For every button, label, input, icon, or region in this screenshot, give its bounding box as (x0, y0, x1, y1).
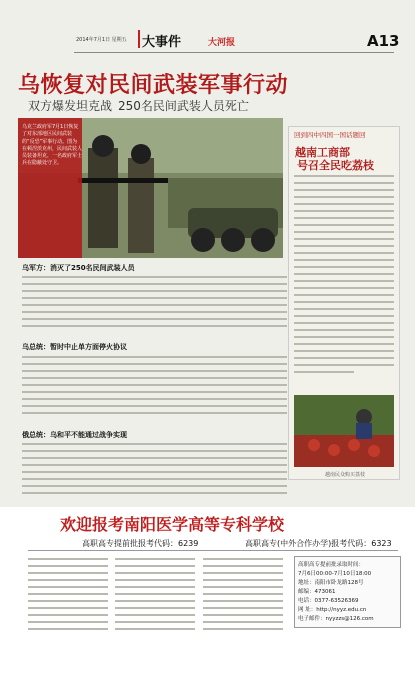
section-title: 大事件 (142, 35, 182, 50)
banner-title: 欢迎报考南阳医学高等专科学校 (60, 515, 285, 534)
sidebar-kicker: 回到四中四国一国话题回 (294, 131, 366, 139)
lychee-photo (294, 395, 394, 467)
newspaper-logo: 大河报 (208, 38, 236, 48)
section-heading-3: 俄总统：乌和平不能通过战争实现 (22, 431, 127, 439)
section-heading-2: 乌总统：暂时中止单方面停火协议 (22, 343, 127, 351)
subheadline: 双方爆发坦克战 (28, 99, 113, 113)
contact-info-box (294, 556, 401, 628)
sidebar-title-1: 越南工商部 (295, 146, 350, 159)
subheadline-2: 250名民间武装人员死亡 (118, 99, 249, 113)
info-line-4: 电话：0377-63526369 (298, 598, 359, 604)
info-line-3: 邮编：473061 (298, 589, 336, 595)
header-rule (74, 52, 394, 53)
banner-text-col-1 (28, 558, 108, 635)
section-marker (138, 30, 140, 48)
issue-date: 2014年7月1日 星期五 (76, 37, 127, 43)
page-header (0, 0, 415, 58)
banner-text-col-3 (203, 558, 283, 635)
section-heading-1: 乌军方：消灭了250名民间武装人员 (22, 264, 135, 272)
info-line-5: 网 址：http://nyyz.edu.cn (298, 607, 367, 613)
info-line-0: 高职高专提前批录取时间： (298, 562, 365, 568)
banner-code-1: 高职高专提前批报考代码：6239 (82, 539, 199, 548)
info-line-2: 地址：南阳市卧龙路128号 (298, 580, 364, 586)
article-body-2 (22, 356, 287, 419)
photo-caption: 乌克兰政府军7月1日恢复了对东部地区民间武装的“反恐”军事行动。图为在顿涅茨克州，民间武装人员装备坦克，一名政府军士兵在隐蔽处守卫。 (22, 124, 83, 167)
sidebar-photo-caption: 越南民众购买荔枝 (325, 472, 366, 478)
lychee-illustration (294, 395, 394, 467)
main-headline: 乌恢复对民间武装军事行动 (18, 72, 289, 98)
article-body-3 (22, 443, 287, 499)
banner-text-col-2 (115, 558, 195, 635)
banner-code-2: 高职高专(中外合作办学)报考代码：6323 (245, 539, 392, 548)
info-line-6: 电子邮件：nyyzzs@126.com (298, 616, 374, 622)
banner-rule (28, 550, 398, 551)
page-number: A13 (367, 32, 400, 50)
sidebar-body (294, 175, 394, 385)
article-body-1 (22, 276, 287, 332)
sidebar-title-2: 号召全民吃荔枝 (297, 159, 374, 172)
info-line-1: 7月6日00:00-7月10日18:00 (298, 571, 372, 577)
